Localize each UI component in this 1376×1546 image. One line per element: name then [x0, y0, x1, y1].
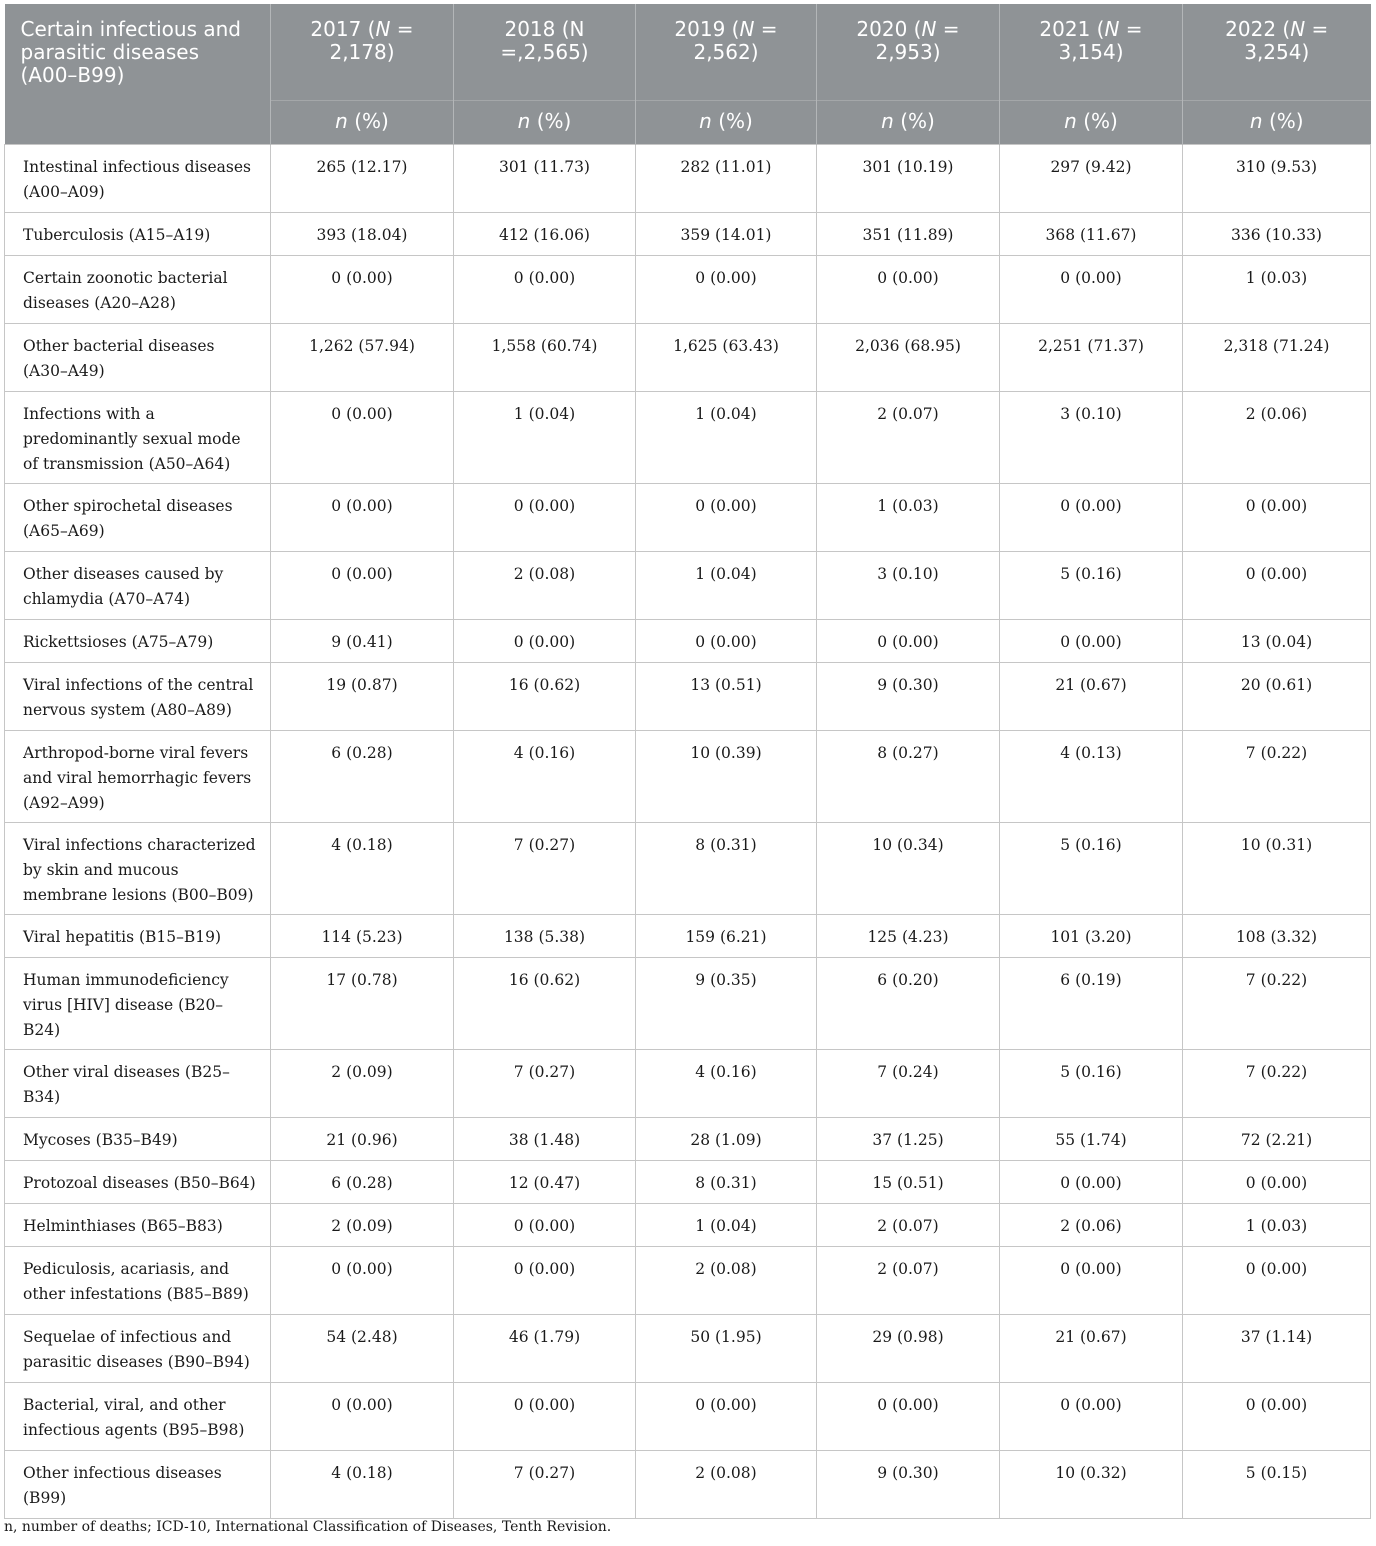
cell-value: 7 (0.24) [817, 1049, 1000, 1117]
row-label: Pediculosis, acariasis, and other infestations (B85–B89) [5, 1246, 271, 1314]
cell-value: 2 (0.08) [636, 1450, 817, 1518]
header-year-2018: 2018 (N =,2,565) [454, 4, 636, 100]
cell-value: 8 (0.31) [636, 822, 817, 914]
cell-value: 1,625 (63.43) [636, 323, 817, 391]
cell-value: 21 (0.67) [1000, 1314, 1183, 1382]
cell-value: 2 (0.07) [817, 1246, 1000, 1314]
cell-value: 2,036 (68.95) [817, 323, 1000, 391]
cell-value: 10 (0.32) [1000, 1450, 1183, 1518]
table-row [5, 1314, 1371, 1382]
table-row [5, 662, 1371, 730]
cell-value: 29 (0.98) [817, 1314, 1000, 1382]
cell-value: 6 (0.19) [1000, 957, 1183, 1049]
table-row [5, 1117, 1371, 1160]
cell-value: 10 (0.39) [636, 730, 817, 822]
row-label: Protozoal diseases (B50–B64) [5, 1160, 271, 1203]
cell-value: 37 (1.14) [1183, 1314, 1371, 1382]
cell-value: 0 (0.00) [636, 1382, 817, 1450]
row-label: Human immunodeficiency virus [HIV] disease (B20–B24) [5, 957, 271, 1049]
cell-value: 2 (0.08) [636, 1246, 817, 1314]
cell-value: 0 (0.00) [1000, 255, 1183, 323]
cell-value: 0 (0.00) [454, 483, 636, 551]
header-year-2021: 2021 (N = 3,154) [1000, 4, 1183, 100]
table-row [5, 822, 1371, 914]
table-row [5, 730, 1371, 822]
cell-value: 1,262 (57.94) [271, 323, 454, 391]
cell-value: 0 (0.00) [454, 1382, 636, 1450]
header-row-years [5, 4, 1371, 100]
row-label: Infections with a predominantly sexual mode of transmission (A50–A64) [5, 391, 271, 483]
row-label: Tuberculosis (A15–A19) [5, 212, 271, 255]
cell-value: 5 (0.16) [1000, 822, 1183, 914]
row-label: Other diseases caused by chlamydia (A70–A74) [5, 551, 271, 619]
cell-value: 359 (14.01) [636, 212, 817, 255]
cell-value: 301 (10.19) [817, 144, 1000, 212]
cell-value: 0 (0.00) [454, 255, 636, 323]
table-row [5, 483, 1371, 551]
cell-value: 2,251 (71.37) [1000, 323, 1183, 391]
table-row [5, 323, 1371, 391]
cell-value: 368 (11.67) [1000, 212, 1183, 255]
cell-value: 10 (0.34) [817, 822, 1000, 914]
cell-value: 2 (0.07) [817, 1203, 1000, 1246]
cell-value: 37 (1.25) [817, 1117, 1000, 1160]
cell-value: 0 (0.00) [271, 483, 454, 551]
cell-value: 0 (0.00) [1183, 483, 1371, 551]
row-label: Other infectious diseases (B99) [5, 1450, 271, 1518]
cell-value: 0 (0.00) [454, 1246, 636, 1314]
cell-value: 12 (0.47) [454, 1160, 636, 1203]
header-units-2019: n (%) [636, 100, 817, 144]
row-label: Bacterial, viral, and other infectious agents (B95–B98) [5, 1382, 271, 1450]
row-label: Rickettsioses (A75–A79) [5, 619, 271, 662]
cell-value: 8 (0.31) [636, 1160, 817, 1203]
table-row [5, 619, 1371, 662]
cell-value: 2 (0.07) [817, 391, 1000, 483]
table-row [5, 551, 1371, 619]
cell-value: 21 (0.67) [1000, 662, 1183, 730]
header-units-2022: n (%) [1183, 100, 1371, 144]
row-label: Intestinal infectious diseases (A00–A09) [5, 144, 271, 212]
cell-value: 351 (11.89) [817, 212, 1000, 255]
cell-value: 0 (0.00) [1000, 1382, 1183, 1450]
cell-value: 4 (0.13) [1000, 730, 1183, 822]
header-units-spacer [5, 100, 271, 144]
row-label: Mycoses (B35–B49) [5, 1117, 271, 1160]
row-label: Other bacterial diseases (A30–A49) [5, 323, 271, 391]
cell-value: 7 (0.22) [1183, 730, 1371, 822]
cell-value: 16 (0.62) [454, 957, 636, 1049]
cell-value: 7 (0.27) [454, 1450, 636, 1518]
cell-value: 0 (0.00) [636, 483, 817, 551]
cell-value: 4 (0.18) [271, 1450, 454, 1518]
table-row [5, 1049, 1371, 1117]
cell-value: 336 (10.33) [1183, 212, 1371, 255]
row-label: Arthropod-borne viral fevers and viral hemorrhagic fevers (A92–A99) [5, 730, 271, 822]
table-row [5, 1246, 1371, 1314]
header-units-2020: n (%) [817, 100, 1000, 144]
cell-value: 310 (9.53) [1183, 144, 1371, 212]
cell-value: 5 (0.15) [1183, 1450, 1371, 1518]
cell-value: 5 (0.16) [1000, 551, 1183, 619]
cell-value: 297 (9.42) [1000, 144, 1183, 212]
row-label: Other spirochetal diseases (A65–A69) [5, 483, 271, 551]
cell-value: 0 (0.00) [1000, 1246, 1183, 1314]
cell-value: 15 (0.51) [817, 1160, 1000, 1203]
cell-value: 9 (0.35) [636, 957, 817, 1049]
header-year-2022: 2022 (N = 3,254) [1183, 4, 1371, 100]
cell-value: 282 (11.01) [636, 144, 817, 212]
cell-value: 114 (5.23) [271, 914, 454, 957]
cell-value: 0 (0.00) [1183, 1160, 1371, 1203]
header-group-title: Certain infectious and parasitic diseases (A00–B99) [5, 4, 271, 100]
table-row [5, 1450, 1371, 1518]
cell-value: 2 (0.09) [271, 1203, 454, 1246]
table-row [5, 1203, 1371, 1246]
table-row [5, 1382, 1371, 1450]
table-row [5, 391, 1371, 483]
cell-value: 0 (0.00) [271, 255, 454, 323]
cell-value: 0 (0.00) [1000, 483, 1183, 551]
header-units-2018: n (%) [454, 100, 636, 144]
header-units-2021: n (%) [1000, 100, 1183, 144]
row-label: Viral infections of the central nervous system (A80–A89) [5, 662, 271, 730]
cell-value: 0 (0.00) [454, 1203, 636, 1246]
cell-value: 4 (0.16) [636, 1049, 817, 1117]
cell-value: 4 (0.18) [271, 822, 454, 914]
header-year-2017: 2017 (N = 2,178) [271, 4, 454, 100]
cell-value: 301 (11.73) [454, 144, 636, 212]
cell-value: 9 (0.30) [817, 1450, 1000, 1518]
cell-value: 19 (0.87) [271, 662, 454, 730]
cell-value: 0 (0.00) [636, 619, 817, 662]
row-label: Helminthiases (B65–B83) [5, 1203, 271, 1246]
cell-value: 393 (18.04) [271, 212, 454, 255]
cell-value: 13 (0.51) [636, 662, 817, 730]
table-row [5, 1160, 1371, 1203]
cell-value: 101 (3.20) [1000, 914, 1183, 957]
cell-value: 2 (0.09) [271, 1049, 454, 1117]
cell-value: 16 (0.62) [454, 662, 636, 730]
cell-value: 17 (0.78) [271, 957, 454, 1049]
cell-value: 0 (0.00) [271, 551, 454, 619]
cell-value: 38 (1.48) [454, 1117, 636, 1160]
row-label: Other viral diseases (B25–B34) [5, 1049, 271, 1117]
cell-value: 0 (0.00) [817, 619, 1000, 662]
cell-value: 2,318 (71.24) [1183, 323, 1371, 391]
cell-value: 159 (6.21) [636, 914, 817, 957]
cell-value: 0 (0.00) [271, 1382, 454, 1450]
table-row [5, 255, 1371, 323]
cell-value: 54 (2.48) [271, 1314, 454, 1382]
cell-value: 7 (0.22) [1183, 1049, 1371, 1117]
cell-value: 55 (1.74) [1000, 1117, 1183, 1160]
cell-value: 108 (3.32) [1183, 914, 1371, 957]
cell-value: 9 (0.41) [271, 619, 454, 662]
cell-value: 0 (0.00) [1183, 1246, 1371, 1314]
cell-value: 0 (0.00) [271, 1246, 454, 1314]
cell-value: 1 (0.04) [454, 391, 636, 483]
cell-value: 6 (0.28) [271, 730, 454, 822]
cell-value: 265 (12.17) [271, 144, 454, 212]
cell-value: 1 (0.04) [636, 1203, 817, 1246]
cell-value: 6 (0.28) [271, 1160, 454, 1203]
cell-value: 50 (1.95) [636, 1314, 817, 1382]
deaths-table [4, 4, 1371, 1519]
cell-value: 0 (0.00) [1000, 619, 1183, 662]
cell-value: 8 (0.27) [817, 730, 1000, 822]
cell-value: 138 (5.38) [454, 914, 636, 957]
cell-value: 0 (0.00) [271, 391, 454, 483]
cell-value: 0 (0.00) [1183, 551, 1371, 619]
cell-value: 0 (0.00) [636, 255, 817, 323]
cell-value: 72 (2.21) [1183, 1117, 1371, 1160]
cell-value: 0 (0.00) [817, 255, 1000, 323]
table-row [5, 914, 1371, 957]
cell-value: 4 (0.16) [454, 730, 636, 822]
cell-value: 46 (1.79) [454, 1314, 636, 1382]
table-row [5, 212, 1371, 255]
cell-value: 0 (0.00) [817, 1382, 1000, 1450]
cell-value: 1,558 (60.74) [454, 323, 636, 391]
cell-value: 3 (0.10) [1000, 391, 1183, 483]
header-year-2019: 2019 (N = 2,562) [636, 4, 817, 100]
cell-value: 3 (0.10) [817, 551, 1000, 619]
cell-value: 13 (0.04) [1183, 619, 1371, 662]
row-label: Certain zoonotic bacterial diseases (A20–A28) [5, 255, 271, 323]
cell-value: 20 (0.61) [1183, 662, 1371, 730]
cell-value: 2 (0.08) [454, 551, 636, 619]
cell-value: 1 (0.03) [817, 483, 1000, 551]
table-header [5, 4, 1371, 144]
row-label: Viral hepatitis (B15–B19) [5, 914, 271, 957]
cell-value: 0 (0.00) [1000, 1160, 1183, 1203]
cell-value: 7 (0.22) [1183, 957, 1371, 1049]
row-label: Sequelae of infectious and parasitic diseases (B90–B94) [5, 1314, 271, 1382]
header-row-units [5, 100, 1371, 144]
cell-value: 2 (0.06) [1000, 1203, 1183, 1246]
cell-value: 9 (0.30) [817, 662, 1000, 730]
cell-value: 5 (0.16) [1000, 1049, 1183, 1117]
cell-value: 7 (0.27) [454, 822, 636, 914]
header-units-2017: n (%) [271, 100, 454, 144]
cell-value: 0 (0.00) [1183, 1382, 1371, 1450]
cell-value: 125 (4.23) [817, 914, 1000, 957]
cell-value: 1 (0.03) [1183, 255, 1371, 323]
cell-value: 1 (0.04) [636, 391, 817, 483]
row-label: Viral infections characterized by skin and mucous membrane lesions (B00–B09) [5, 822, 271, 914]
table-row [5, 957, 1371, 1049]
table-footnote: n, number of deaths; ICD-10, International Classification of Diseases, Tenth Revision. [4, 1519, 612, 1535]
cell-value: 2 (0.06) [1183, 391, 1371, 483]
cell-value: 28 (1.09) [636, 1117, 817, 1160]
table-row [5, 144, 1371, 212]
cell-value: 1 (0.04) [636, 551, 817, 619]
cell-value: 1 (0.03) [1183, 1203, 1371, 1246]
cell-value: 412 (16.06) [454, 212, 636, 255]
cell-value: 0 (0.00) [454, 619, 636, 662]
table-body [5, 144, 1371, 1518]
cell-value: 6 (0.20) [817, 957, 1000, 1049]
header-year-2020: 2020 (N = 2,953) [817, 4, 1000, 100]
cell-value: 21 (0.96) [271, 1117, 454, 1160]
cell-value: 10 (0.31) [1183, 822, 1371, 914]
cell-value: 7 (0.27) [454, 1049, 636, 1117]
